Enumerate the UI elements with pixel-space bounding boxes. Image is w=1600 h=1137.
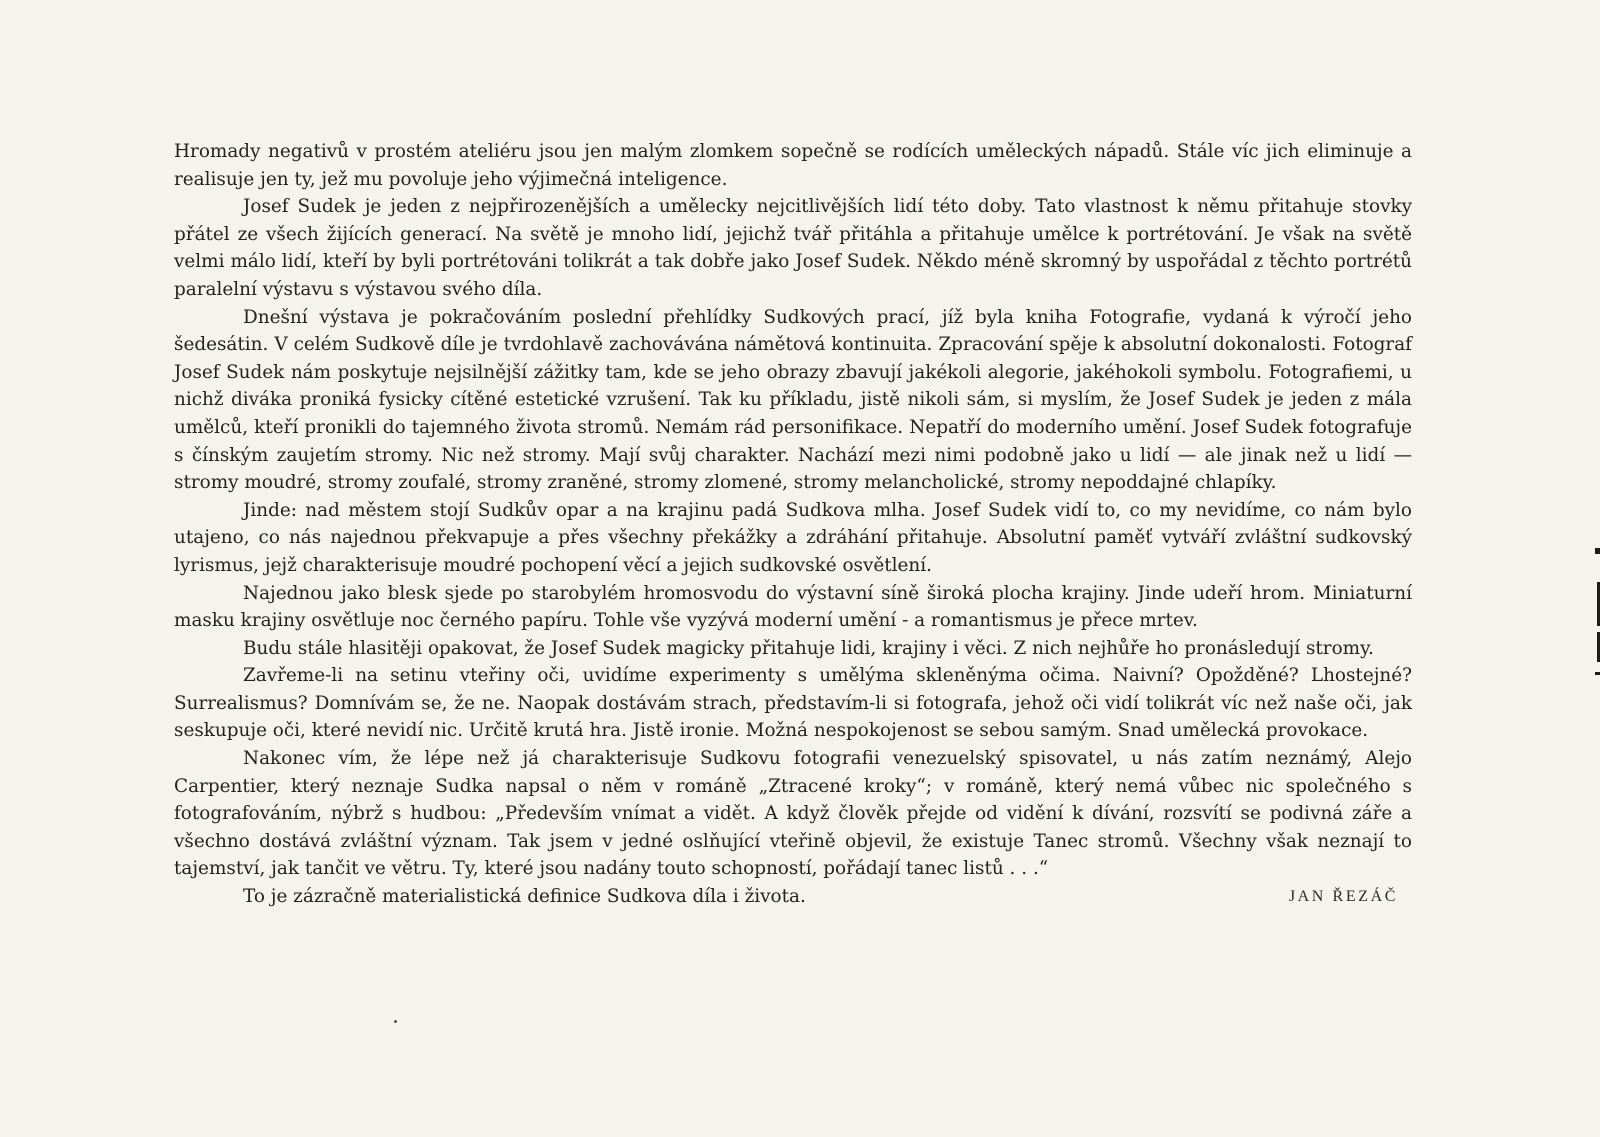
paper-speck [394, 1020, 397, 1023]
closing-row [174, 883, 1412, 911]
paragraph-3: Dnešní výstava je pokračováním poslední přehlídky Sudkových prací, jíž byla kniha Fotografie, vydaná k výročí jeho šedesátin. V celém Sudkově díle je tvrdohlavě zachovávána námětová kontinuita. Zpracování spěje k absolutní dokonalosti. Fotograf Josef Sudek nám poskytuje nejsilnější zážitky tam, kde se jeho obrazy zbavují jakékoli alegorie, jakéhokoli symbolu. Fotografiemi, u nichž diváka proniká fysicky cítěné estetické vzrušení. Tak ku příkladu, jistě nikoli sám, si myslím, že Josef Sudek je jeden z mála umělců, kteří pronikli do tajemného života stromů. Nemám rád personifikace. Nepatří do moderního umění. Josef Sudek fotografuje s čínským zaujetím stromy. Nic než stromy. Mají svůj charakter. Nachází mezi nimi podobně jako u lidí — ale jinak než u lidí — stromy moudré, stromy zoufalé, stromy zraněné, stromy zlomené, stromy melancholické, stromy nepoddajné chlapíky. [174, 306, 1412, 494]
edge-print-mark [1595, 672, 1600, 675]
paragraph-4: Jinde: nad městem stojí Sudkův opar a na krajinu padá Sudkova mlha. Josef Sudek vidí to, co my nevidíme, co nám bylo utajeno, co nás najednou překvapuje a přes všechny překážky a zdráhání přitahuje. Absolutní paměť vytváří zvláštní sudkovský lyrismus, jejž charakterisuje moudré pochopení věcí a jejich sudkovské osvětlení. [174, 499, 1412, 576]
essay-text [174, 138, 1412, 911]
paragraph-8: Nakonec vím, že lépe než já charakterisuje Sudkovu fotografii venezuelský spisovatel, u nás zatím neznámý, Alejo Carpentier, který neznaje Sudka napsal o něm v románě „Ztracené kroky“; v románě, který nemá vůbec nic společného s fotografováním, nýbrž s hudbou: „Především vnímat a vidět. A když člověk přejde od vidění k dívání, rozsvítí se podivná záře a všechno dostává zvláštní význam. Tak jsem v jedné oslňující vteřině objevil, že existuje Tanec stromů. Všechny však neznají to tajemství, jak tančit ve větru. Ty, které jsou nadány touto schopností, pořádají tanec listů . . .“ [174, 748, 1412, 880]
paragraph-2: Josef Sudek je jeden z nejpřirozenějších a umělecky nejcitlivějších lidí této doby. Tato vlastnost k němu přitahuje stovky přátel ze všech žijících generací. Na světě je mnoho lidí, jejichž tvář přitáhla a přitahuje umělce k portrétování. Je však na světě velmi málo lidí, kteří by byli portrétováni tolikrát a tak dobře jako Josef Sudek. Někdo méně skromný by uspořádal z těchto portrétů paralelní výstavu s výstavou svého díla. [174, 196, 1412, 300]
paragraph-1: Hromady negativů v prostém ateliéru jsou jen malým zlomkem sopečně se rodících uměleckých nápadů. Stále víc jich eliminuje a realisuje jen ty, jež mu povoluje jeho výjimečná inteligence. [174, 141, 1412, 190]
paragraph-7: Zavřeme-li na setinu vteřiny oči, uvidíme experimenty s umělýma skleněnýma očima. Naivní? Opožděné? Lhostejné? Surrealismus? Domnívám se, že ne. Naopak dostávám strach, představím-li si fotografa, jehož oči vidí tolikrát víc než naše oči, jak seskupuje oči, které nevidí nic. Určitě krutá hra. Jistě ironie. Možná nespokojenost se sebou samým. Snad umělecká provokace. [174, 665, 1412, 742]
paragraph-6: Budu stále hlasitěji opakovat, že Josef Sudek magicky přitahuje lidi, krajiny i věci. Z nich nejhůře ho pronásledují stromy. [243, 637, 1374, 659]
closing-sentence: To je zázračně materialistická definice Sudkova díla i života. [243, 886, 806, 908]
paragraph-5: Najednou jako blesk sjede po starobylém hromosvodu do výstavní síně široká plocha krajiny. Jinde udeří hrom. Miniaturní masku krajiny osvětluje noc černého papíru. Tohle vše vyzývá moderní umění - a romantismus je přece mrtev. [174, 582, 1412, 632]
edge-print-mark [1595, 548, 1600, 554]
author-signature: JAN ŘEZÁČ [1288, 888, 1398, 906]
